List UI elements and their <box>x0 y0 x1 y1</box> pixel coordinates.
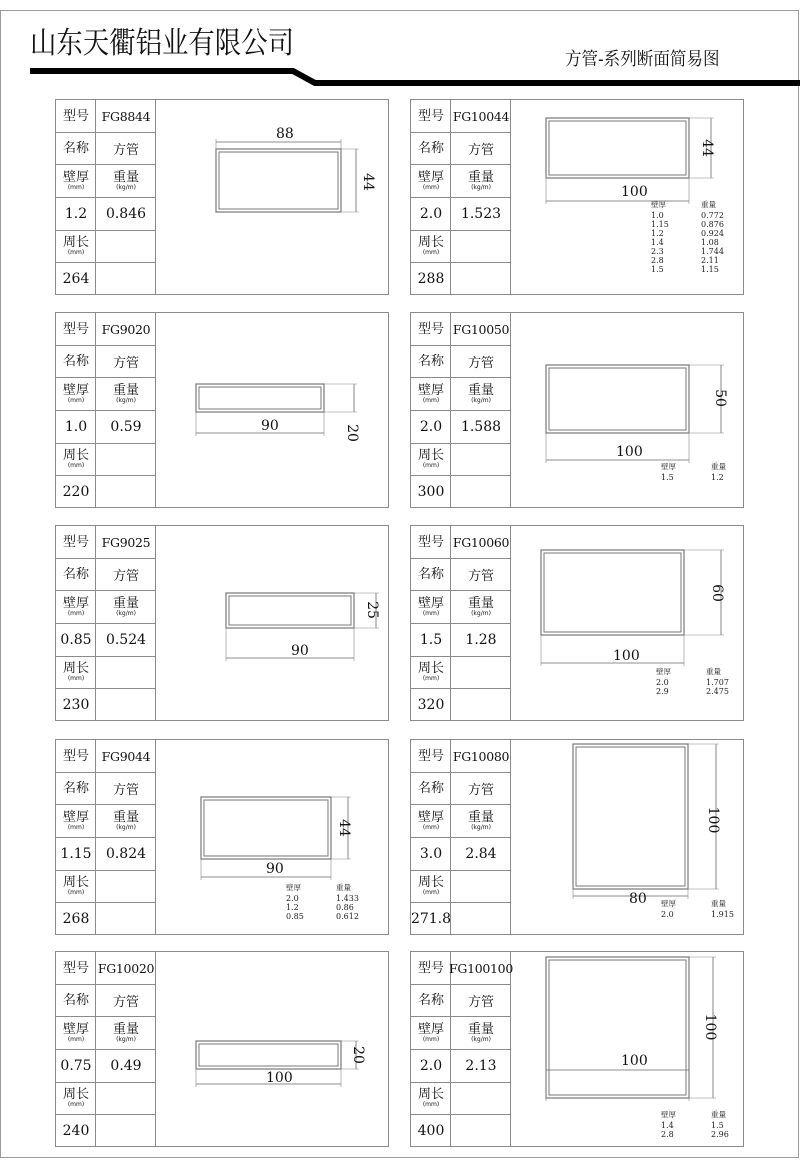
wall-label: 壁厚 (mm) <box>417 1021 444 1043</box>
model-value: FG9025 <box>101 534 151 550</box>
alt-spec-table <box>661 1111 751 1140</box>
perimeter-label: 周长 (mm) <box>62 235 89 256</box>
model-label: 型号 <box>417 748 444 764</box>
weight-label: 重量 (kg/m) <box>112 382 139 404</box>
height-dimension: 44 <box>360 173 376 191</box>
weight-value: 0.824 <box>105 845 147 862</box>
weight-value: 2.84 <box>465 845 497 862</box>
alt-wall-value: 2.0 <box>661 909 674 919</box>
model-label: 型号 <box>417 960 444 976</box>
alt-spec-row <box>286 895 376 903</box>
name-label: 名称 <box>417 566 444 582</box>
profile-card-fg9025 <box>55 525 389 721</box>
alt-spec-table <box>286 884 376 922</box>
model-value: FG10050 <box>452 321 510 337</box>
weight-value: 1.523 <box>460 205 502 222</box>
alt-spec-row <box>661 1122 751 1130</box>
name-label: 名称 <box>417 992 444 1008</box>
model-label: 型号 <box>62 321 89 337</box>
alt-weight-value: 1.2 <box>711 472 724 482</box>
spec-table <box>411 740 511 934</box>
width-dimension: 100 <box>621 184 648 200</box>
alt-wall-header: 壁厚 <box>661 462 676 471</box>
company-title: 山东天衢铝业有限公司 <box>30 27 294 60</box>
profile-card-fg10050 <box>410 312 744 508</box>
alt-spec-row <box>661 911 751 919</box>
height-dimension: 50 <box>712 389 728 407</box>
alt-spec-row <box>651 221 741 229</box>
perimeter-value: 271.8 <box>410 911 452 927</box>
profile-card-fg10060 <box>410 525 744 721</box>
alt-spec-row <box>651 230 741 238</box>
alt-spec-table <box>661 900 751 920</box>
alt-weight-value: 1.433 <box>336 893 359 903</box>
alt-wall-value: 1.2 <box>651 228 664 238</box>
perimeter-label: 周长 (mm) <box>417 235 444 256</box>
height-dimension: 100 <box>705 806 721 834</box>
weight-label: 重量 (kg/m) <box>112 169 139 191</box>
section-drawing <box>511 526 743 720</box>
alt-wall-value: 1.4 <box>661 1120 674 1130</box>
model-label: 型号 <box>62 748 89 764</box>
alt-spec-row <box>656 679 746 687</box>
alt-wall-value: 1.2 <box>286 902 299 912</box>
model-value: FG10020 <box>97 960 155 976</box>
name-value: 方管 <box>112 355 139 371</box>
height-dimension: 100 <box>702 1013 718 1041</box>
wall-value: 1.2 <box>64 205 88 222</box>
alt-weight-header: 重量 <box>711 462 726 471</box>
model-value: FG10080 <box>452 748 510 764</box>
section-drawing <box>156 740 388 934</box>
perimeter-value: 288 <box>417 271 445 287</box>
alt-weight-value: 2.96 <box>711 1129 729 1139</box>
header-rule <box>0 0 800 100</box>
profile-card-fg9044 <box>55 739 389 935</box>
model-label: 型号 <box>62 108 89 124</box>
alt-spec-row <box>286 913 376 921</box>
weight-label: 重量 (kg/m) <box>467 169 494 191</box>
alt-weight-value: 1.915 <box>711 909 734 919</box>
width-dimension: 100 <box>613 648 640 664</box>
width-dimension: 100 <box>266 1070 293 1086</box>
section-drawing <box>511 740 743 934</box>
name-label: 名称 <box>417 353 444 369</box>
alt-spec-table <box>656 668 746 697</box>
alt-weight-value: 0.612 <box>336 911 359 921</box>
model-label: 型号 <box>417 108 444 124</box>
alt-wall-value: 1.5 <box>651 264 664 274</box>
weight-label: 重量 (kg/m) <box>467 382 494 404</box>
wall-label: 壁厚 (mm) <box>62 382 89 404</box>
name-label: 名称 <box>62 353 89 369</box>
spec-table <box>411 313 511 507</box>
alt-wall-header: 壁厚 <box>651 200 666 209</box>
spec-table <box>56 740 156 934</box>
weight-value: 1.28 <box>465 631 497 648</box>
model-value: FG8844 <box>101 108 151 124</box>
width-dimension: 100 <box>621 1053 648 1069</box>
alt-wall-header: 壁厚 <box>656 667 671 676</box>
perimeter-label: 周长 (mm) <box>417 1087 444 1108</box>
wall-value: 0.85 <box>60 631 92 648</box>
spec-table <box>56 526 156 720</box>
width-dimension: 90 <box>261 418 279 434</box>
section-outline <box>156 952 390 1148</box>
model-label: 型号 <box>417 321 444 337</box>
alt-wall-value: 2.8 <box>651 255 664 265</box>
spec-table <box>56 952 156 1146</box>
alt-wall-value: 1.4 <box>651 237 664 247</box>
alt-weight-header: 重量 <box>336 883 351 892</box>
section-drawing <box>511 952 743 1146</box>
section-drawing <box>156 100 388 294</box>
document-subtitle: 方管-系列断面简易图 <box>565 49 720 69</box>
alt-spec-row <box>651 212 741 220</box>
perimeter-label: 周长 (mm) <box>62 661 89 682</box>
weight-label: 重量 (kg/m) <box>467 595 494 617</box>
alt-wall-header: 壁厚 <box>661 1110 676 1119</box>
wall-value: 3.0 <box>419 845 443 862</box>
profile-card-fg10080 <box>410 739 744 935</box>
wall-label: 壁厚 (mm) <box>417 595 444 617</box>
wall-value: 2.0 <box>419 1057 443 1074</box>
section-outline <box>156 100 390 296</box>
alt-spec-row <box>661 1131 751 1139</box>
section-drawing <box>156 952 388 1146</box>
perimeter-value: 220 <box>62 484 90 500</box>
weight-value: 1.588 <box>460 418 502 435</box>
width-dimension: 88 <box>276 126 294 142</box>
alt-weight-value: 1.15 <box>701 264 719 274</box>
model-label: 型号 <box>62 534 89 550</box>
model-value: FG10044 <box>452 108 510 124</box>
alt-wall-header: 壁厚 <box>661 899 676 908</box>
weight-label: 重量 (kg/m) <box>467 809 494 831</box>
alt-weight-header: 重量 <box>706 667 721 676</box>
alt-wall-value: 2.8 <box>661 1129 674 1139</box>
weight-value: 0.524 <box>105 631 147 648</box>
weight-value: 2.13 <box>465 1057 497 1074</box>
width-dimension: 100 <box>616 444 643 460</box>
alt-weight-value: 1.707 <box>706 677 729 687</box>
name-value: 方管 <box>467 355 494 371</box>
alt-weight-value: 1.744 <box>701 246 724 256</box>
wall-value: 1.15 <box>60 845 92 862</box>
profile-card-fg9020 <box>55 312 389 508</box>
alt-wall-header: 壁厚 <box>286 883 301 892</box>
alt-wall-value: 1.15 <box>651 219 669 229</box>
weight-value: 0.846 <box>105 205 147 222</box>
weight-label: 重量 (kg/m) <box>112 595 139 617</box>
model-value: FG100100 <box>449 960 513 976</box>
profile-card-fg10020 <box>55 951 389 1147</box>
width-dimension: 90 <box>291 643 309 659</box>
alt-spec-row <box>651 248 741 256</box>
spec-table <box>411 100 511 294</box>
alt-wall-value: 2.0 <box>286 893 299 903</box>
alt-spec-row <box>661 474 751 482</box>
alt-weight-value: 0.772 <box>701 210 724 220</box>
height-dimension: 44 <box>336 819 352 837</box>
alt-spec-table <box>661 463 751 483</box>
model-value: FG9044 <box>101 748 151 764</box>
alt-weight-value: 0.876 <box>701 219 724 229</box>
perimeter-label: 周长 (mm) <box>417 875 444 896</box>
weight-value: 0.59 <box>110 418 142 435</box>
alt-weight-value: 0.86 <box>336 902 354 912</box>
model-value: FG9020 <box>101 321 151 337</box>
name-value: 方管 <box>467 994 494 1010</box>
wall-value: 2.0 <box>419 205 443 222</box>
wall-value: 1.5 <box>419 631 443 648</box>
perimeter-label: 周长 (mm) <box>62 448 89 469</box>
name-label: 名称 <box>62 566 89 582</box>
weight-label: 重量 (kg/m) <box>112 1021 139 1043</box>
name-value: 方管 <box>112 994 139 1010</box>
height-dimension: 60 <box>709 584 725 602</box>
profile-card-fg10044 <box>410 99 744 295</box>
wall-label: 壁厚 (mm) <box>417 382 444 404</box>
perimeter-value: 240 <box>62 1123 90 1139</box>
model-label: 型号 <box>62 960 89 976</box>
perimeter-label: 周长 (mm) <box>62 1087 89 1108</box>
alt-wall-value: 2.9 <box>656 686 669 696</box>
profile-card-fg100100 <box>410 951 744 1147</box>
height-dimension: 20 <box>350 1046 366 1064</box>
alt-spec-table <box>651 201 741 275</box>
perimeter-label: 周长 (mm) <box>417 448 444 469</box>
wall-label: 壁厚 (mm) <box>62 809 89 831</box>
alt-wall-value: 2.3 <box>651 246 664 256</box>
wall-label: 壁厚 (mm) <box>417 809 444 831</box>
alt-weight-header: 重量 <box>701 200 716 209</box>
alt-weight-value: 1.5 <box>711 1120 724 1130</box>
spec-table <box>411 952 511 1146</box>
section-drawing <box>156 526 388 720</box>
alt-wall-value: 2.0 <box>656 677 669 687</box>
perimeter-value: 320 <box>417 697 445 713</box>
alt-weight-header: 重量 <box>711 899 726 908</box>
model-label: 型号 <box>417 534 444 550</box>
name-value: 方管 <box>112 142 139 158</box>
alt-weight-value: 0.924 <box>701 228 724 238</box>
alt-wall-value: 0.85 <box>286 911 304 921</box>
name-label: 名称 <box>62 992 89 1008</box>
wall-value: 2.0 <box>419 418 443 435</box>
wall-label: 壁厚 (mm) <box>62 595 89 617</box>
alt-weight-value: 2.475 <box>706 686 729 696</box>
weight-label: 重量 (kg/m) <box>112 809 139 831</box>
alt-weight-value: 2.11 <box>701 255 719 265</box>
alt-weight-header: 重量 <box>711 1110 726 1119</box>
wall-value: 0.75 <box>60 1057 92 1074</box>
wall-label: 壁厚 (mm) <box>62 169 89 191</box>
alt-spec-row <box>651 239 741 247</box>
alt-spec-row <box>286 904 376 912</box>
name-value: 方管 <box>467 568 494 584</box>
model-value: FG10060 <box>452 534 510 550</box>
name-label: 名称 <box>62 780 89 796</box>
spec-table <box>56 313 156 507</box>
section-drawing <box>156 313 388 507</box>
perimeter-value: 300 <box>417 484 445 500</box>
alt-spec-row <box>651 266 741 274</box>
wall-label: 壁厚 (mm) <box>417 169 444 191</box>
profile-card-fg8844 <box>55 99 389 295</box>
width-dimension: 90 <box>266 861 284 877</box>
section-drawing <box>511 100 743 294</box>
alt-wall-value: 1.0 <box>651 210 664 220</box>
alt-spec-row <box>651 257 741 265</box>
name-label: 名称 <box>62 140 89 156</box>
spec-table <box>56 100 156 294</box>
height-dimension: 44 <box>699 139 715 157</box>
height-dimension: 25 <box>364 601 380 619</box>
name-value: 方管 <box>112 782 139 798</box>
width-dimension: 80 <box>629 891 647 907</box>
wall-label: 壁厚 (mm) <box>62 1021 89 1043</box>
name-value: 方管 <box>467 142 494 158</box>
perimeter-label: 周长 (mm) <box>417 661 444 682</box>
perimeter-value: 400 <box>417 1123 445 1139</box>
height-dimension: 20 <box>344 424 360 442</box>
alt-spec-row <box>656 688 746 696</box>
perimeter-value: 230 <box>62 697 90 713</box>
alt-weight-value: 1.08 <box>701 237 719 247</box>
section-outline <box>156 313 390 509</box>
perimeter-value: 268 <box>62 911 90 927</box>
section-outline <box>156 526 390 722</box>
weight-value: 0.49 <box>110 1057 142 1074</box>
name-label: 名称 <box>417 780 444 796</box>
perimeter-value: 264 <box>62 271 90 287</box>
section-drawing <box>511 313 743 507</box>
name-value: 方管 <box>112 568 139 584</box>
perimeter-label: 周长 (mm) <box>62 875 89 896</box>
spec-table <box>411 526 511 720</box>
alt-wall-value: 1.5 <box>661 472 674 482</box>
name-value: 方管 <box>467 782 494 798</box>
wall-value: 1.0 <box>64 418 88 435</box>
weight-label: 重量 (kg/m) <box>467 1021 494 1043</box>
name-label: 名称 <box>417 140 444 156</box>
